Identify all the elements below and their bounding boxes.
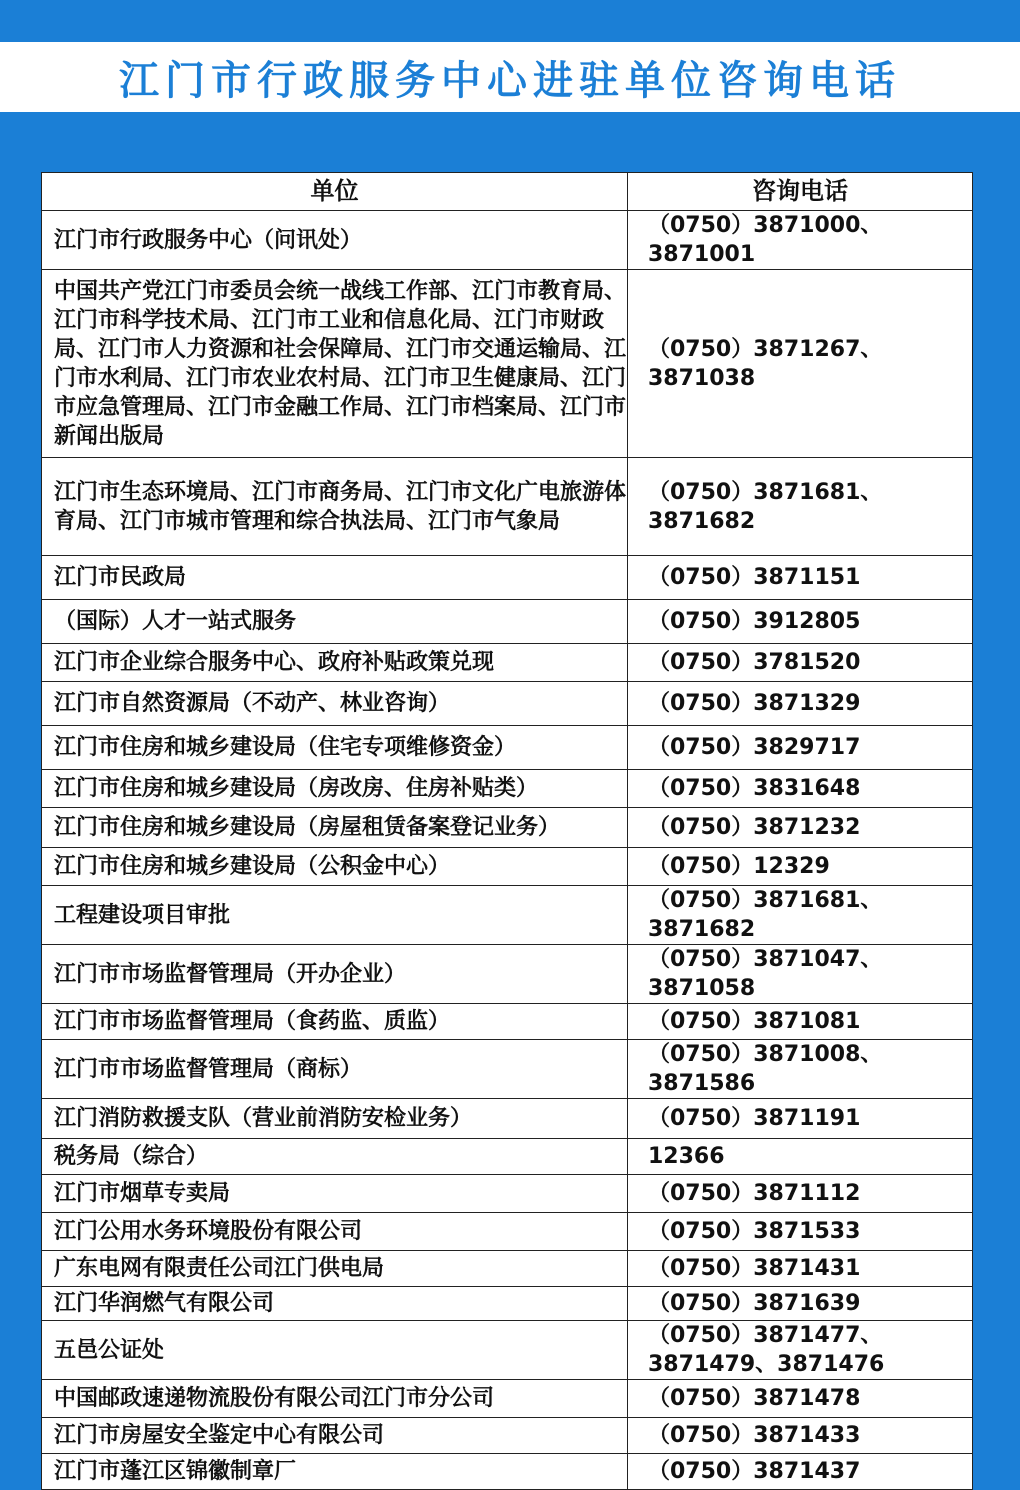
- unit-cell: 广东电网有限责任公司江门供电局: [42, 1251, 628, 1287]
- table-row: [42, 808, 973, 848]
- phone-cell: （0750）3871533: [628, 1213, 973, 1251]
- unit-cell: 江门市自然资源局（不动产、林业咨询）: [42, 682, 628, 726]
- phone-cell: （0750）3871232: [628, 808, 973, 848]
- unit-cell: 江门市房屋安全鉴定中心有限公司: [42, 1418, 628, 1454]
- phone-cell: 12366: [628, 1139, 973, 1175]
- unit-cell: 江门市企业综合服务中心、政府补贴政策兑现: [42, 644, 628, 682]
- contact-table: [41, 172, 973, 1490]
- table-row: [42, 458, 973, 556]
- phone-cell: （0750）3871008、3871586: [628, 1040, 973, 1099]
- phone-cell: （0750）3871681、3871682: [628, 886, 973, 945]
- unit-cell: 中国共产党江门市委员会统一战线工作部、江门市教育局、江门市科学技术局、江门市工业和信息化局、江门市财政局、江门市人力资源和社会保障局、江门市交通运输局、江门市水利局、江门市农业农村局、江门市卫生健康局、江门市应急管理局、江门市金融工作局、江门市档案局、江门市新闻出版局: [42, 270, 628, 458]
- unit-cell: 江门市行政服务中心（问讯处）: [42, 211, 628, 270]
- table-row: [42, 1004, 973, 1040]
- phone-cell: （0750）3871681、3871682: [628, 458, 973, 556]
- column-header-phone: 咨询电话: [628, 173, 973, 211]
- unit-cell: 江门市蓬江区锦徽制章厂: [42, 1454, 628, 1490]
- table-row: [42, 770, 973, 808]
- table-row: [42, 1175, 973, 1213]
- phone-cell: （0750）3871191: [628, 1099, 973, 1139]
- table-row: [42, 1139, 973, 1175]
- unit-cell: 江门华润燃气有限公司: [42, 1287, 628, 1321]
- unit-cell: 江门市住房和城乡建设局（住宅专项维修资金）: [42, 726, 628, 770]
- phone-cell: （0750）3831648: [628, 770, 973, 808]
- phone-cell: （0750）3871478: [628, 1380, 973, 1418]
- unit-cell: 江门消防救援支队（营业前消防安检业务）: [42, 1099, 628, 1139]
- phone-cell: （0750）3871329: [628, 682, 973, 726]
- table-row: [42, 682, 973, 726]
- table-row: [42, 600, 973, 644]
- phone-cell: （0750）3871437: [628, 1454, 973, 1490]
- top-band: [0, 0, 1020, 42]
- unit-cell: 中国邮政速递物流股份有限公司江门市分公司: [42, 1380, 628, 1418]
- unit-cell: 江门市住房和城乡建设局（房屋租赁备案登记业务）: [42, 808, 628, 848]
- page-title: 江门市行政服务中心进驻单位咨询电话: [119, 57, 901, 104]
- unit-cell: 江门市民政局: [42, 556, 628, 600]
- phone-cell: （0750）3871477、3871479、3871476: [628, 1321, 973, 1380]
- unit-cell: 江门市市场监督管理局（食药监、质监）: [42, 1004, 628, 1040]
- table-row: [42, 886, 973, 945]
- table-row: [42, 1251, 973, 1287]
- unit-cell: 江门市市场监督管理局（商标）: [42, 1040, 628, 1099]
- phone-cell: （0750）3871433: [628, 1418, 973, 1454]
- table-row: [42, 211, 973, 270]
- unit-cell: 五邑公证处: [42, 1321, 628, 1380]
- unit-cell: 江门市住房和城乡建设局（公积金中心）: [42, 848, 628, 886]
- unit-cell: 江门市生态环境局、江门市商务局、江门市文化广电旅游体育局、江门市城市管理和综合执法局、江门市气象局: [42, 458, 628, 556]
- table-row: [42, 1287, 973, 1321]
- table-row: [42, 1099, 973, 1139]
- phone-cell: （0750）3912805: [628, 600, 973, 644]
- column-header-unit: 单位: [42, 173, 628, 211]
- table-row: [42, 1454, 973, 1490]
- phone-cell: （0750）12329: [628, 848, 973, 886]
- table-row: [42, 1321, 973, 1380]
- phone-cell: （0750）3829717: [628, 726, 973, 770]
- unit-cell: 工程建设项目审批: [42, 886, 628, 945]
- phone-cell: （0750）3871112: [628, 1175, 973, 1213]
- table-row: [42, 556, 973, 600]
- phone-cell: （0750）3871047、3871058: [628, 945, 973, 1004]
- table-row: [42, 726, 973, 770]
- unit-cell: 税务局（综合）: [42, 1139, 628, 1175]
- unit-cell: 江门市市场监督管理局（开办企业）: [42, 945, 628, 1004]
- phone-cell: （0750）3871000、3871001: [628, 211, 973, 270]
- table-row: [42, 848, 973, 886]
- contact-table-container: [41, 172, 972, 1484]
- title-bar: [0, 42, 1020, 112]
- phone-cell: （0750）3871639: [628, 1287, 973, 1321]
- table-row: [42, 644, 973, 682]
- unit-cell: 江门市住房和城乡建设局（房改房、住房补贴类）: [42, 770, 628, 808]
- table-header-row: [42, 173, 973, 211]
- phone-cell: （0750）3871267、3871038: [628, 270, 973, 458]
- unit-cell: （国际）人才一站式服务: [42, 600, 628, 644]
- table-row: [42, 1040, 973, 1099]
- unit-cell: 江门公用水务环境股份有限公司: [42, 1213, 628, 1251]
- table-row: [42, 945, 973, 1004]
- unit-cell: 江门市烟草专卖局: [42, 1175, 628, 1213]
- phone-cell: （0750）3781520: [628, 644, 973, 682]
- phone-cell: （0750）3871151: [628, 556, 973, 600]
- table-row: [42, 1213, 973, 1251]
- table-row: [42, 270, 973, 458]
- phone-cell: （0750）3871081: [628, 1004, 973, 1040]
- table-row: [42, 1380, 973, 1418]
- phone-cell: （0750）3871431: [628, 1251, 973, 1287]
